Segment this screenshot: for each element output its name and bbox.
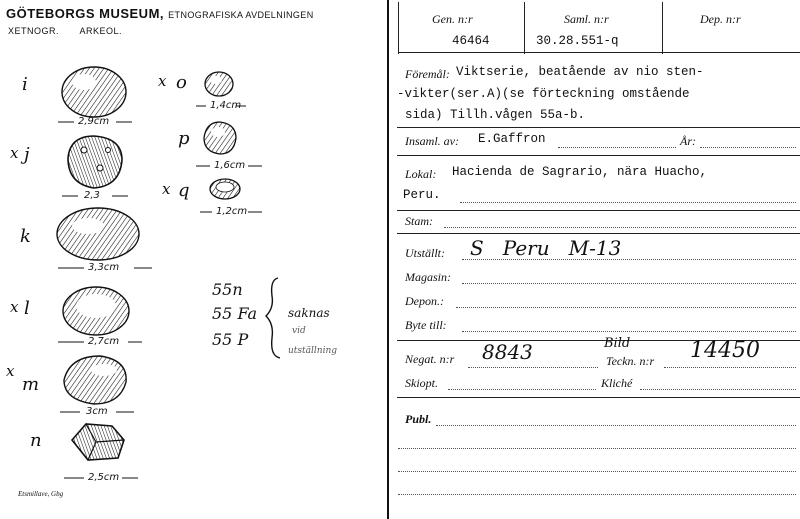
- gen-label: Gen. n:r: [432, 12, 473, 26]
- saml-label: Saml. n:r: [564, 12, 609, 26]
- stone-letter-o: o: [176, 72, 187, 93]
- rule-above-utstallt: [397, 233, 800, 234]
- rule-above-stam: [397, 210, 800, 211]
- stone-mark-l: x: [10, 298, 19, 316]
- saml-value: 30.28.551-q: [536, 34, 619, 48]
- stone-letter-l: l: [24, 298, 30, 319]
- note-utstallning: utställning: [288, 346, 338, 356]
- stone-letter-j: j: [24, 144, 30, 165]
- stone-measure-m: 3cm: [86, 406, 108, 417]
- stone-measure-q: 1,2cm: [216, 206, 248, 217]
- stone-letter-q: q: [178, 180, 190, 201]
- card-number-header: [398, 2, 798, 54]
- note-55fa: 55 Fa: [212, 304, 257, 323]
- stone-letter-i: i: [22, 74, 28, 95]
- teckn-label: Teckn. n:r: [606, 354, 655, 368]
- stone-j-drawing: [62, 136, 128, 196]
- stone-k-drawing: [57, 208, 152, 268]
- stone-measure-k: 3,3cm: [88, 262, 120, 273]
- insaml-value: E.Gaffron: [478, 132, 546, 146]
- stone-measure-l: 2,7cm: [88, 336, 120, 347]
- card-divider: [387, 0, 389, 519]
- museum-name: GÖTEBORGS MUSEUM,: [6, 6, 165, 21]
- lokal-line-1: Hacienda de Sagrario, nära Huacho,: [452, 165, 708, 179]
- stone-mark-j: x: [10, 144, 19, 162]
- note-55n: 55n: [212, 280, 243, 299]
- stone-letter-n: n: [30, 430, 42, 451]
- stone-measure-p: 1,6cm: [214, 160, 246, 171]
- byte-label: Byte till:: [405, 318, 447, 332]
- subtitle-arkeol: ARKEOL.: [79, 26, 123, 36]
- foremal-line-2: -vikter(ser.A)(se förteckning omstående: [397, 87, 690, 101]
- rule-above-lokal: [397, 155, 800, 156]
- stone-l-drawing: [58, 287, 142, 342]
- stone-letter-k: k: [20, 226, 31, 247]
- stone-m-drawing: [60, 356, 134, 412]
- rule-above-insaml: [397, 127, 800, 128]
- dep-label: Dep. n:r: [700, 12, 741, 26]
- magasin-label: Magasin:: [405, 270, 451, 284]
- stone-mark-o: x: [158, 72, 167, 90]
- publ-label: Publ.: [405, 412, 432, 426]
- utstallt-label: Utställt:: [405, 246, 446, 260]
- bild-handwritten: Bild: [604, 336, 631, 351]
- stone-i-drawing: [58, 67, 132, 122]
- foremal-line-1: Viktserie, beatående av nio sten-: [456, 65, 704, 79]
- stone-mark-q: x: [162, 180, 171, 198]
- depon-label: Depon.:: [405, 294, 444, 308]
- department-name: ETNOGRAFISKA AVDELNINGEN: [168, 10, 314, 20]
- negat-value: 8843: [482, 340, 533, 364]
- negat-label: Negat. n:r: [405, 352, 455, 366]
- subtitle-etnogr: XETNOGR.: [8, 26, 60, 36]
- insaml-label: Insaml. av:: [405, 134, 459, 148]
- stone-letter-m: m: [22, 374, 40, 395]
- skiopt-label: Skiopt.: [405, 376, 438, 390]
- stone-measure-i: 2,9cm: [78, 116, 110, 127]
- notes-bracket: [266, 278, 280, 358]
- printer-footer: Etsmillave, Gbg: [18, 490, 64, 498]
- foremal-line-3: sida) Tillh.vågen 55a-b.: [405, 108, 586, 122]
- note-vid: vid: [292, 326, 306, 336]
- lokal-line-2: Peru.: [403, 188, 441, 202]
- stone-measure-j: 2,3: [84, 190, 100, 201]
- note-saknas: saknas: [288, 306, 330, 320]
- stone-measure-n: 2,5cm: [88, 472, 120, 483]
- lokal-label: Lokal:: [405, 167, 437, 181]
- ar-label: År:: [680, 134, 696, 148]
- note-55p: 55 P: [212, 330, 249, 349]
- utstallt-value: S Peru M-13: [470, 236, 622, 260]
- stone-mark-m: x: [6, 362, 15, 380]
- stone-measure-o: 1,4cm: [210, 100, 242, 111]
- stone-letter-p: p: [178, 128, 190, 149]
- kliche-label: Kliché: [601, 376, 633, 390]
- stone-n-drawing: [64, 424, 138, 478]
- gen-value: 46464: [452, 34, 490, 48]
- teckn-value: 14450: [690, 338, 760, 363]
- stam-label: Stam:: [405, 214, 433, 228]
- foremal-label: Föremål:: [405, 67, 450, 81]
- stone-drawings: [0, 0, 380, 519]
- rule-above-publ: [397, 397, 800, 398]
